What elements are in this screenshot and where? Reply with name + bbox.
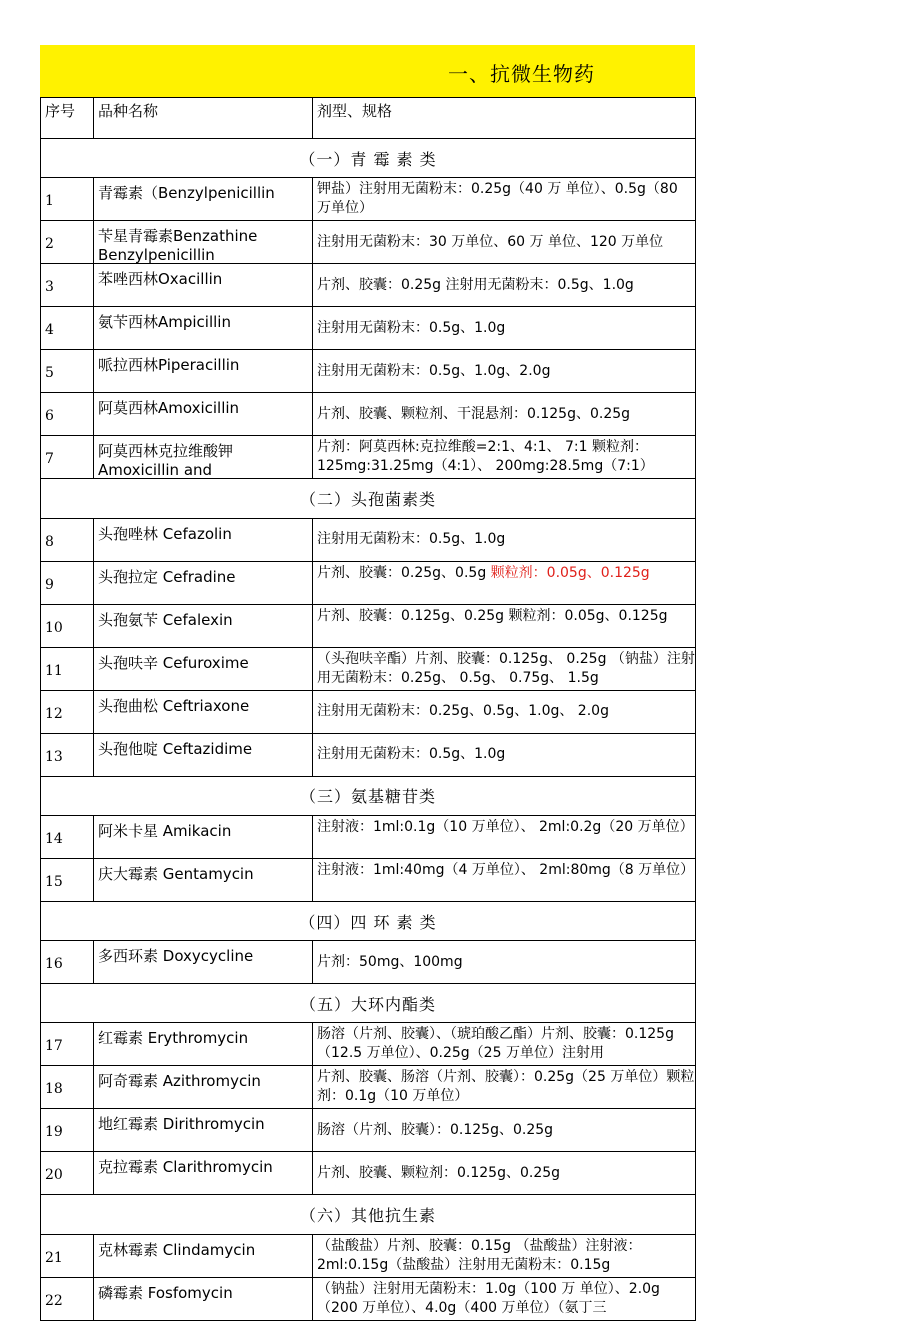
drug-name-text: 哌拉西林Piperacillin — [98, 356, 240, 375]
drug-spec-value: 注射用无菌粉末：0.5g、1.0g、2.0g — [317, 362, 551, 379]
drug-spec-text — [317, 438, 695, 474]
row-number: 9 — [41, 561, 94, 604]
drug-spec — [313, 221, 696, 264]
drug-name — [94, 858, 313, 901]
drug-name — [94, 518, 313, 561]
header-name: 品种名称 — [94, 98, 313, 139]
row-number: 5 — [41, 350, 94, 393]
drug-spec — [313, 178, 696, 221]
table-row — [41, 518, 696, 561]
drug-spec-value: 片剂、胶囊：0.25g 注射用无菌粉末：0.5g、1.0g — [317, 276, 634, 293]
table-row — [41, 604, 696, 647]
drug-spec — [313, 307, 696, 350]
drug-spec — [313, 690, 696, 733]
drug-spec-value: 片剂、胶囊、颗粒剂：0.125g、0.25g — [317, 1164, 561, 1181]
drug-name — [94, 264, 313, 307]
drug-name-text: 克拉霉素 Clarithromycin — [98, 1158, 273, 1177]
row-number: 21 — [41, 1234, 94, 1277]
drug-spec-value: 注射用无菌粉末：0.5g、1.0g — [317, 319, 506, 336]
drug-name — [94, 1234, 313, 1277]
row-number: 16 — [41, 941, 94, 984]
drug-name-text: 头孢曲松 Ceftriaxone — [98, 696, 250, 715]
drug-spec-text — [317, 1237, 695, 1273]
row-number: 7 — [41, 436, 94, 479]
row-number: 2 — [41, 221, 94, 264]
drug-spec — [313, 1066, 696, 1109]
drug-list-sheet — [40, 45, 695, 1321]
row-number: 4 — [41, 307, 94, 350]
drug-name-text: 庆大霉素 Gentamycin — [98, 864, 254, 883]
table-row — [41, 1023, 696, 1066]
drug-spec-value: 注射用无菌粉末：0.5g、1.0g — [317, 746, 506, 763]
drug-spec-text — [317, 1280, 695, 1316]
section-title: （五）大环内酯类 — [41, 984, 696, 1023]
drug-name — [94, 561, 313, 604]
drug-spec-text — [317, 1164, 695, 1183]
drug-spec-text — [317, 861, 695, 897]
table-row — [41, 733, 696, 776]
drug-spec — [313, 941, 696, 984]
row-number: 19 — [41, 1109, 94, 1152]
table-row — [41, 815, 696, 858]
drug-spec-text — [317, 564, 695, 600]
section-row — [41, 139, 696, 178]
drug-spec-value: 片剂：50mg、100mg — [317, 953, 463, 970]
drug-spec-text — [317, 650, 695, 686]
drug-name-text: 多西环素 Doxycycline — [98, 947, 254, 966]
drug-spec — [313, 518, 696, 561]
drug-name — [94, 1023, 313, 1066]
table-row — [41, 307, 696, 350]
row-number: 11 — [41, 647, 94, 690]
drug-name-text: 磷霉素 Fosfomycin — [98, 1283, 233, 1302]
drug-name — [94, 221, 313, 264]
table-header-row — [41, 98, 696, 139]
table-row — [41, 264, 696, 307]
row-number: 1 — [41, 178, 94, 221]
drug-name-text: 红霉素 Erythromycin — [98, 1029, 249, 1048]
table-row — [41, 690, 696, 733]
drug-spec-text — [317, 1068, 695, 1104]
header-no: 序号 — [41, 98, 94, 139]
drug-spec — [313, 393, 696, 436]
section-row — [41, 901, 696, 940]
drug-name-text: 地红霉素 Dirithromycin — [98, 1115, 265, 1134]
drug-spec-text — [317, 702, 695, 721]
drug-spec-highlight: 颗粒剂：0.05g、0.125g — [490, 564, 650, 581]
table-row — [41, 1109, 696, 1152]
drug-name — [94, 604, 313, 647]
drug-spec-text — [317, 818, 695, 854]
drug-name — [94, 941, 313, 984]
drug-spec-value: 钾盐）注射用无菌粉末：0.25g（40 万 单位）、0.5g（80 万单位） — [317, 181, 678, 217]
drug-spec-text — [317, 953, 695, 972]
drug-spec — [313, 604, 696, 647]
drug-name — [94, 1066, 313, 1109]
drug-name-text: 头孢呋辛 Cefuroxime — [98, 653, 249, 672]
section-row — [41, 776, 696, 815]
drug-spec-text — [317, 405, 695, 424]
section-title: （二）头孢菌素类 — [41, 479, 696, 518]
drug-spec-text — [317, 607, 695, 643]
row-number: 20 — [41, 1152, 94, 1195]
drug-name — [94, 1152, 313, 1195]
drug-table — [40, 97, 696, 1321]
drug-spec-value: 注射用无菌粉末：0.5g、1.0g — [317, 531, 506, 548]
drug-spec — [313, 1152, 696, 1195]
drug-spec — [313, 733, 696, 776]
table-row — [41, 858, 696, 901]
drug-name — [94, 647, 313, 690]
drug-name — [94, 436, 313, 479]
drug-name-text: 头孢氨苄 Cefalexin — [98, 610, 233, 629]
table-row — [41, 941, 696, 984]
drug-name — [94, 733, 313, 776]
drug-name-text: 阿莫西林克拉维酸钾 Amoxicillin and — [98, 442, 234, 479]
row-number: 22 — [41, 1277, 94, 1320]
section-row — [41, 1195, 696, 1234]
drug-name — [94, 178, 313, 221]
drug-spec — [313, 815, 696, 858]
drug-spec-value: 片剂、胶囊、肠溶（片剂、胶囊）：0.25g（25 万单位）颗粒剂：0.1g（10 万单位） — [317, 1069, 695, 1105]
section-title: （三）氨基糖苷类 — [41, 776, 696, 815]
drug-spec-value: 注射液：1ml:0.1g（10 万单位）、 2ml:0.2g（20 万单位） — [317, 818, 694, 835]
table-row — [41, 561, 696, 604]
row-number: 18 — [41, 1066, 94, 1109]
drug-spec — [313, 264, 696, 307]
title-bar — [40, 45, 695, 97]
drug-spec — [313, 436, 696, 479]
drug-spec — [313, 1234, 696, 1277]
table-row — [41, 393, 696, 436]
row-number: 15 — [41, 858, 94, 901]
row-number: 17 — [41, 1023, 94, 1066]
section-title: （六）其他抗生素 — [41, 1195, 696, 1234]
table-row — [41, 1277, 696, 1320]
drug-name — [94, 1109, 313, 1152]
drug-spec-text — [317, 319, 695, 338]
drug-name-text: 头孢拉定 Cefradine — [98, 567, 236, 586]
drug-spec-value: 片剂：阿莫西林:克拉维酸=2:1、4:1、 7:1 颗粒剂：125mg:31.25mg（4:1）、 200mg:28.5mg（7:1） — [317, 439, 654, 475]
drug-spec-text — [317, 745, 695, 764]
drug-spec-text — [317, 1025, 695, 1061]
drug-name — [94, 1277, 313, 1320]
table-row — [41, 1066, 696, 1109]
table-row — [41, 436, 696, 479]
drug-spec — [313, 561, 696, 604]
drug-name-text: 青霉素（Benzylpenicillin — [98, 184, 275, 203]
drug-name-text: 氨苄西林Ampicillin — [98, 313, 231, 332]
table-row — [41, 1234, 696, 1277]
drug-name-text: 阿莫西林Amoxicillin — [98, 399, 240, 418]
section-title: （四）四 环 素 类 — [41, 901, 696, 940]
table-row — [41, 221, 696, 264]
drug-name-text: 苯唑西林Oxacillin — [98, 270, 223, 289]
drug-name-text: 头孢他啶 Ceftazidime — [98, 739, 253, 758]
drug-spec — [313, 647, 696, 690]
drug-name — [94, 690, 313, 733]
drug-name — [94, 307, 313, 350]
drug-spec — [313, 858, 696, 901]
drug-spec-value: 注射用无菌粉末：30 万单位、60 万 单位、120 万单位 — [317, 233, 664, 250]
drug-spec-text — [317, 276, 695, 295]
drug-spec-text — [317, 180, 695, 216]
page-title: 一、抗微生物药 — [448, 62, 595, 86]
drug-spec-text — [317, 233, 695, 252]
drug-spec-value: （头孢呋辛酯）片剂、胶囊：0.125g、 0.25g （钠盐）注射用无菌粉末：0.25g、 0.5g、 0.75g、 1.5g — [317, 650, 695, 686]
drug-spec-value: （盐酸盐）片剂、胶囊：0.15g （盐酸盐）注射液：2ml:0.15g（盐酸盐）注射用无菌粉末：0.15g — [317, 1237, 642, 1273]
drug-spec-text — [317, 362, 695, 381]
drug-name-text: 克林霉素 Clindamycin — [98, 1240, 256, 1259]
drug-spec — [313, 1277, 696, 1320]
drug-name-text: 苄星青霉素Benzathine Benzylpenicillin — [98, 227, 258, 264]
row-number: 3 — [41, 264, 94, 307]
drug-spec-value: 注射液：1ml:40mg（4 万单位）、 2ml:80mg（8 万单位） — [317, 861, 695, 878]
drug-spec-value: 片剂、胶囊、颗粒剂、干混悬剂：0.125g、0.25g — [317, 405, 631, 422]
drug-spec-value: 肠溶（片剂、胶囊）、（琥珀酸乙酯）片剂、胶囊：0.125g（12.5 万单位）、0.25g（25 万单位）注射用 — [317, 1026, 674, 1062]
drug-spec-value: 注射用无菌粉末：0.25g、0.5g、1.0g、 2.0g — [317, 703, 609, 720]
drug-spec-value: （钠盐）注射用无菌粉末：1.0g（100 万 单位）、2.0g（200 万单位）、4.0g（400 万单位）（氨丁三 — [317, 1280, 660, 1316]
row-number: 14 — [41, 815, 94, 858]
drug-spec — [313, 350, 696, 393]
drug-spec — [313, 1109, 696, 1152]
drug-spec-text — [317, 1121, 695, 1140]
drug-name — [94, 815, 313, 858]
drug-name-text: 阿米卡星 Amikacin — [98, 821, 232, 840]
table-row — [41, 1152, 696, 1195]
table-row — [41, 647, 696, 690]
table-row — [41, 178, 696, 221]
row-number: 8 — [41, 518, 94, 561]
drug-name-text: 阿奇霉素 Azithromycin — [98, 1072, 261, 1091]
row-number: 12 — [41, 690, 94, 733]
row-number: 6 — [41, 393, 94, 436]
drug-spec-value: 片剂、胶囊：0.25g、0.5g — [317, 564, 491, 581]
drug-spec-value: 肠溶（片剂、胶囊）：0.125g、0.25g — [317, 1121, 554, 1138]
drug-name-text: 头孢唑林 Cefazolin — [98, 524, 232, 543]
drug-spec — [313, 1023, 696, 1066]
drug-spec-value: 片剂、胶囊：0.125g、0.25g 颗粒剂：0.05g、0.125g — [317, 607, 668, 624]
row-number: 10 — [41, 604, 94, 647]
drug-name — [94, 393, 313, 436]
table-row — [41, 350, 696, 393]
section-row — [41, 479, 696, 518]
section-row — [41, 984, 696, 1023]
header-spec: 剂型、规格 — [313, 98, 696, 139]
row-number: 13 — [41, 733, 94, 776]
drug-spec-text — [317, 530, 695, 549]
drug-name — [94, 350, 313, 393]
section-title: （一）青 霉 素 类 — [41, 139, 696, 178]
